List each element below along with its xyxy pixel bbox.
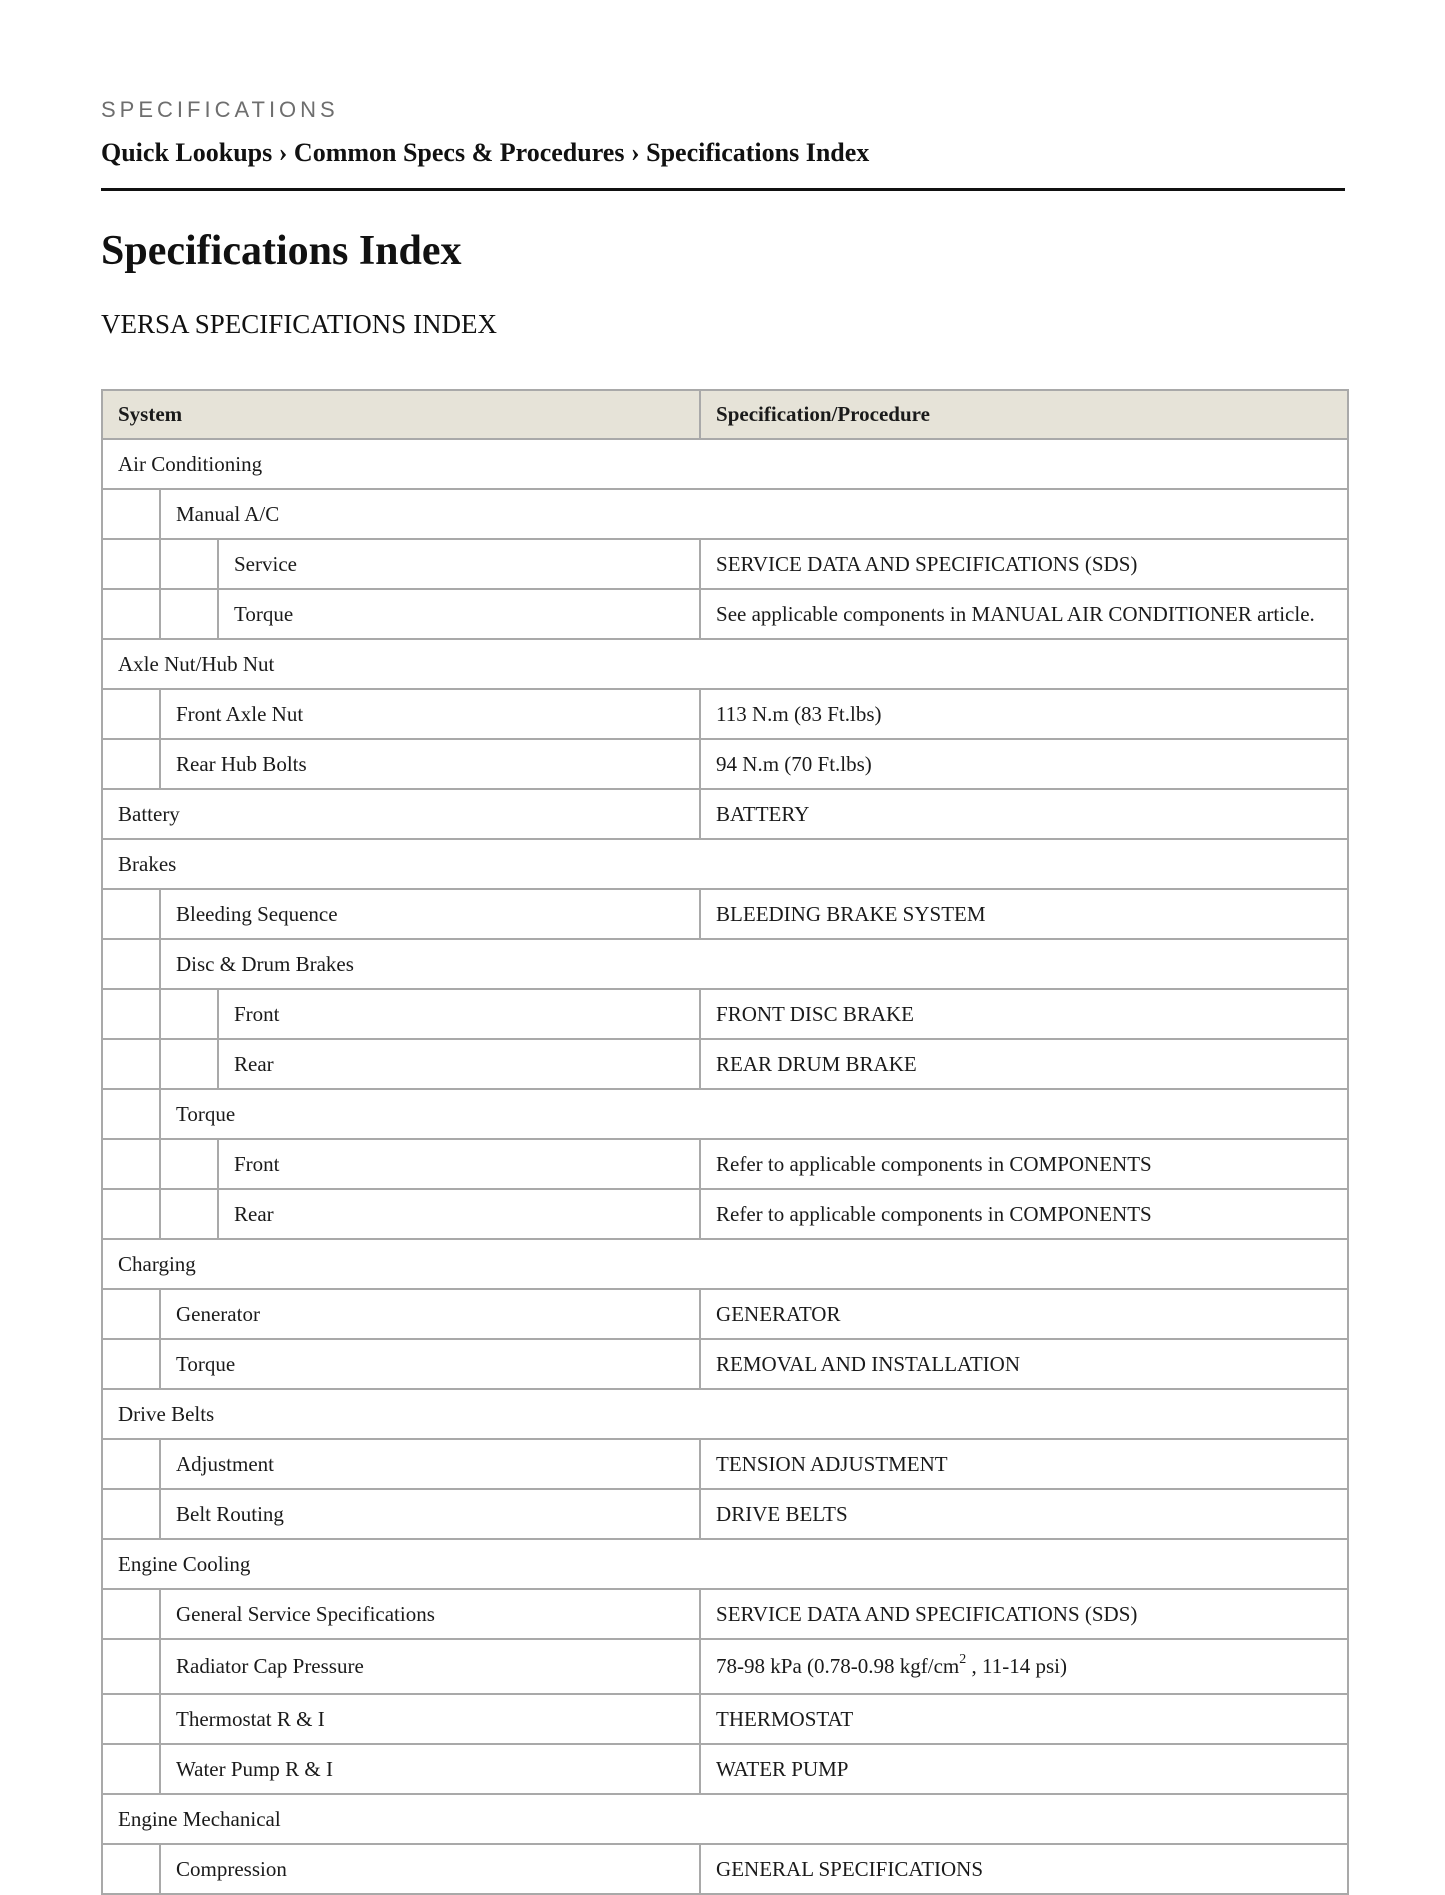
spec-cell[interactable] bbox=[700, 889, 1348, 939]
spec-text: Refer to applicable components in COMPONENTS bbox=[716, 1201, 1152, 1226]
spec-cell[interactable] bbox=[700, 1189, 1348, 1239]
spec-text: DRIVE BELTS bbox=[716, 1501, 848, 1526]
indent-cell bbox=[102, 1139, 160, 1189]
table-row bbox=[102, 1289, 1348, 1339]
table-row bbox=[102, 1794, 1348, 1844]
table-row bbox=[102, 1489, 1348, 1539]
indent-cell bbox=[102, 589, 160, 639]
header-divider bbox=[101, 188, 1345, 191]
spec-text: SERVICE DATA AND SPECIFICATIONS (SDS) bbox=[716, 551, 1138, 576]
indent-cell bbox=[102, 1694, 160, 1744]
indent-cell bbox=[160, 589, 218, 639]
spec-cell[interactable] bbox=[700, 739, 1348, 789]
spec-cell[interactable] bbox=[700, 1439, 1348, 1489]
system-cell: Air Conditioning bbox=[102, 439, 1348, 489]
system-cell: Front Axle Nut bbox=[160, 689, 700, 739]
system-cell: Drive Belts bbox=[102, 1389, 1348, 1439]
indent-cell bbox=[102, 1844, 160, 1894]
spec-text: TENSION ADJUSTMENT bbox=[716, 1451, 948, 1476]
breadcrumb-item-quick-lookups[interactable]: Quick Lookups bbox=[101, 138, 273, 167]
spec-text: REAR DRUM BRAKE bbox=[716, 1051, 917, 1076]
system-cell: Belt Routing bbox=[160, 1489, 700, 1539]
spec-cell[interactable] bbox=[700, 1744, 1348, 1794]
system-cell: Axle Nut/Hub Nut bbox=[102, 639, 1348, 689]
system-cell: Disc & Drum Brakes bbox=[160, 939, 1348, 989]
spec-cell[interactable] bbox=[700, 1039, 1348, 1089]
indent-cell bbox=[102, 1589, 160, 1639]
table-row bbox=[102, 1189, 1348, 1239]
table-row bbox=[102, 839, 1348, 889]
indent-cell bbox=[160, 539, 218, 589]
spec-cell[interactable] bbox=[700, 1844, 1348, 1894]
table-row bbox=[102, 539, 1348, 589]
page-title: Specifications Index bbox=[101, 228, 462, 274]
indent-cell bbox=[102, 1339, 160, 1389]
indent-cell bbox=[102, 1744, 160, 1794]
spec-cell[interactable] bbox=[700, 1589, 1348, 1639]
system-cell: Water Pump R & I bbox=[160, 1744, 700, 1794]
system-cell: Adjustment bbox=[160, 1439, 700, 1489]
system-cell: Rear bbox=[218, 1189, 700, 1239]
spec-text: SERVICE DATA AND SPECIFICATIONS (SDS) bbox=[716, 1601, 1138, 1626]
spec-cell[interactable] bbox=[700, 689, 1348, 739]
system-cell: Generator bbox=[160, 1289, 700, 1339]
indent-cell bbox=[102, 1639, 160, 1694]
system-cell: Engine Mechanical bbox=[102, 1794, 1348, 1844]
spec-text: See applicable components in MANUAL AIR CONDITIONER article. bbox=[716, 601, 1315, 626]
spec-cell[interactable] bbox=[700, 1694, 1348, 1744]
system-cell: Brakes bbox=[102, 839, 1348, 889]
table-row bbox=[102, 1439, 1348, 1489]
breadcrumb-separator: › bbox=[272, 138, 294, 167]
spec-text: FRONT DISC BRAKE bbox=[716, 1001, 915, 1026]
system-cell: Service bbox=[218, 539, 700, 589]
system-cell: Rear bbox=[218, 1039, 700, 1089]
spec-cell[interactable] bbox=[700, 989, 1348, 1039]
spec-text: REMOVAL AND INSTALLATION bbox=[716, 1351, 1021, 1376]
spec-cell[interactable] bbox=[700, 539, 1348, 589]
breadcrumb-separator: › bbox=[624, 138, 647, 167]
spec-text-suffix: , 11-14 psi) bbox=[966, 1654, 1067, 1678]
table-row bbox=[102, 739, 1348, 789]
spec-cell[interactable] bbox=[700, 1639, 1348, 1694]
table-row bbox=[102, 939, 1348, 989]
specifications-table bbox=[101, 389, 1349, 1895]
system-cell: Thermostat R & I bbox=[160, 1694, 700, 1744]
spec-text: GENERATOR bbox=[716, 1301, 841, 1326]
indent-cell bbox=[102, 1189, 160, 1239]
table-row bbox=[102, 489, 1348, 539]
breadcrumb-item-common-specs[interactable]: Common Specs & Procedures bbox=[293, 138, 625, 167]
breadcrumb-item-specifications-index[interactable]: Specifications Index bbox=[646, 138, 870, 167]
table-header-row bbox=[102, 390, 1348, 439]
spec-text: 78-98 kPa (0.78-0.98 kgf/cm bbox=[716, 1654, 960, 1678]
table-row bbox=[102, 1139, 1348, 1189]
indent-cell bbox=[102, 989, 160, 1039]
system-cell: Torque bbox=[218, 589, 700, 639]
system-cell: Charging bbox=[102, 1239, 1348, 1289]
system-cell: Rear Hub Bolts bbox=[160, 739, 700, 789]
system-cell: Front bbox=[218, 1139, 700, 1189]
indent-cell bbox=[160, 1039, 218, 1089]
table-row bbox=[102, 1339, 1348, 1389]
system-cell: Front bbox=[218, 989, 700, 1039]
system-cell: Battery bbox=[102, 789, 700, 839]
spec-cell[interactable] bbox=[700, 1139, 1348, 1189]
table-row bbox=[102, 1639, 1348, 1694]
indent-cell bbox=[160, 989, 218, 1039]
indent-cell bbox=[102, 739, 160, 789]
system-cell: Bleeding Sequence bbox=[160, 889, 700, 939]
table-body bbox=[102, 439, 1348, 1894]
spec-cell[interactable] bbox=[700, 789, 1348, 839]
table-row bbox=[102, 1039, 1348, 1089]
spec-cell[interactable] bbox=[700, 1289, 1348, 1339]
indent-cell bbox=[102, 1489, 160, 1539]
indent-cell bbox=[102, 489, 160, 539]
indent-cell bbox=[160, 1139, 218, 1189]
spec-cell[interactable] bbox=[700, 1489, 1348, 1539]
table-row bbox=[102, 689, 1348, 739]
table-row bbox=[102, 889, 1348, 939]
table-row bbox=[102, 1389, 1348, 1439]
indent-cell bbox=[102, 1039, 160, 1089]
spec-cell[interactable] bbox=[700, 1339, 1348, 1389]
table-row bbox=[102, 589, 1348, 639]
indent-cell bbox=[102, 889, 160, 939]
indent-cell bbox=[160, 1189, 218, 1239]
indent-cell bbox=[102, 1439, 160, 1489]
table-row bbox=[102, 439, 1348, 489]
indent-cell bbox=[102, 539, 160, 589]
indent-cell bbox=[102, 939, 160, 989]
system-cell: General Service Specifications bbox=[160, 1589, 700, 1639]
section-kicker: SPECIFICATIONS bbox=[101, 97, 339, 122]
table-row bbox=[102, 639, 1348, 689]
spec-text: WATER PUMP bbox=[716, 1756, 849, 1781]
table-row bbox=[102, 1589, 1348, 1639]
indent-cell bbox=[102, 1289, 160, 1339]
spec-text: GENERAL SPECIFICATIONS bbox=[716, 1856, 984, 1881]
spec-text: BLEEDING BRAKE SYSTEM bbox=[716, 901, 986, 926]
spec-text: Refer to applicable components in COMPONENTS bbox=[716, 1151, 1152, 1176]
table-row bbox=[102, 989, 1348, 1039]
system-cell: Engine Cooling bbox=[102, 1539, 1348, 1589]
spec-text: BATTERY bbox=[716, 801, 810, 826]
system-cell: Radiator Cap Pressure bbox=[160, 1639, 700, 1694]
system-cell: Torque bbox=[160, 1089, 1348, 1139]
spec-text: THERMOSTAT bbox=[716, 1706, 854, 1731]
indent-cell bbox=[102, 689, 160, 739]
table-row bbox=[102, 789, 1348, 839]
table-row bbox=[102, 1089, 1348, 1139]
spec-superscript: 2 bbox=[959, 1652, 967, 1667]
indent-cell bbox=[102, 1089, 160, 1139]
system-cell: Torque bbox=[160, 1339, 700, 1389]
page-subtitle: VERSA SPECIFICATIONS INDEX bbox=[101, 309, 498, 339]
system-cell: Compression bbox=[160, 1844, 700, 1894]
spec-text: 113 N.m (83 Ft.lbs) bbox=[716, 701, 882, 726]
table-row bbox=[102, 1539, 1348, 1589]
column-header-spec: Specification/Procedure bbox=[700, 390, 1348, 439]
breadcrumb bbox=[101, 138, 869, 168]
spec-cell[interactable] bbox=[700, 589, 1348, 639]
table-row bbox=[102, 1744, 1348, 1794]
table-row bbox=[102, 1239, 1348, 1289]
system-cell: Manual A/C bbox=[160, 489, 1348, 539]
spec-text: 94 N.m (70 Ft.lbs) bbox=[716, 751, 872, 776]
table-row bbox=[102, 1844, 1348, 1894]
table-row bbox=[102, 1694, 1348, 1744]
column-header-system: System bbox=[102, 390, 700, 439]
